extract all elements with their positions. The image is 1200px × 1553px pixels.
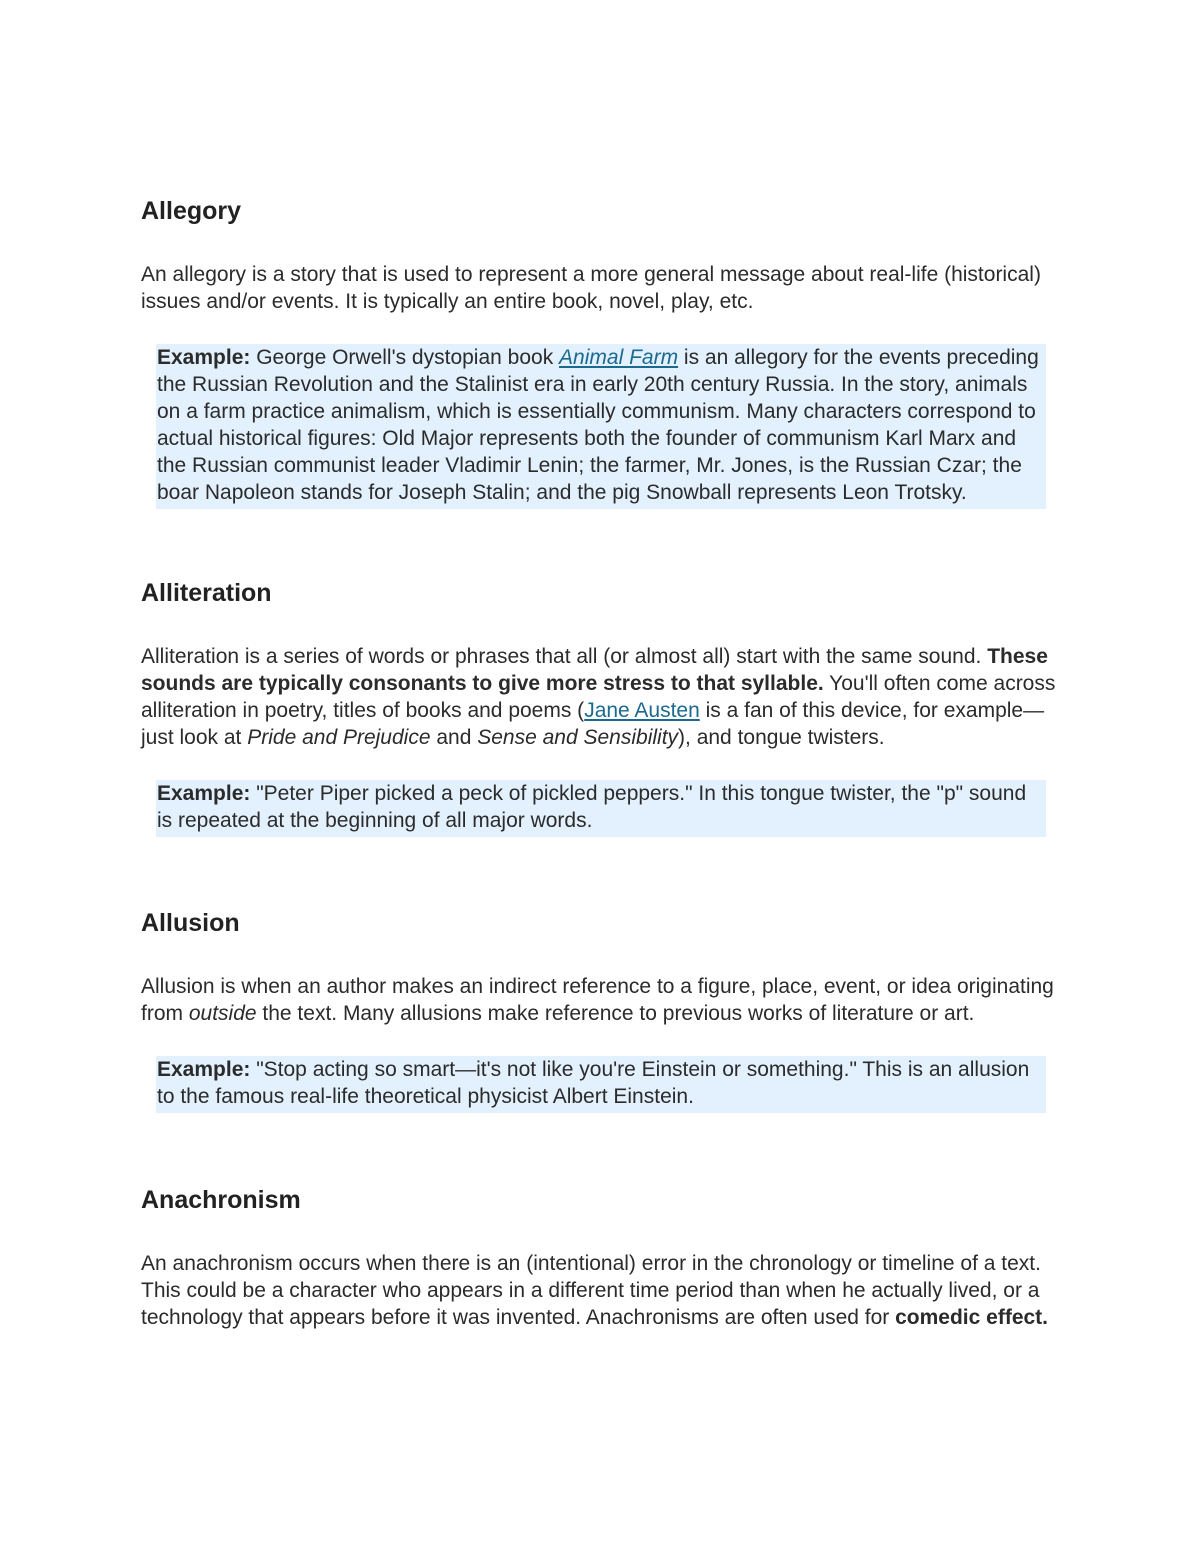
definition-text: You'll often come across alliteration in poetry, titles of books and poems ( [141,672,1056,722]
link-text: Animal Farm [559,346,679,369]
definition-allusion [141,973,1061,1027]
definition-text: Alliteration is a series of words or phrases that all (or almost all) start with the same sound. [141,645,988,668]
example-label: Example: [157,346,251,369]
definition-italic-text: Pride and Prejudice [247,726,431,749]
section-anachronism [141,1184,1061,1331]
example-text: is an allegory for the events preceding the Russian Revolution and the Stalinist era in early 20th century Russia. In the story, animals on a farm practice animalism, which is essentially communism. Many characters correspond to actual historical figures: Old Major represents both the founder of communism Karl Marx and the Russian communist leader Vladimir Lenin; the farmer, Mr. Jones, is the Russian Czar; the boar Napoleon stands for Joseph Stalin; and the pig Snowball represents Leon Trotsky. [157,346,1039,504]
example-text: George Orwell's dystopian book [250,346,560,369]
definition-bold-text: These sounds are typically consonants to give more stress to that syllable. [141,645,1048,695]
definition-text: and [430,726,478,749]
example-label: Example: [157,1058,251,1081]
definition-alliteration [141,643,1061,751]
term-heading-alliteration: Alliteration [141,579,272,607]
example-text: "Peter Piper picked a peck of pickled peppers." In this tongue twister, the "p" sound is repeated at the beginning of all major words. [157,782,1027,832]
link-animal-farm[interactable] [559,346,678,369]
section-allusion [141,907,1061,1113]
definition-text: is a fan of this device, for example—just look at [141,699,1045,749]
example-box-allusion [156,1056,1046,1113]
definition-text: ), and tongue twisters. [678,726,885,749]
section-allegory [141,195,1061,509]
term-heading-allusion: Allusion [141,909,240,937]
section-alliteration [141,577,1061,837]
document-page [141,195,1061,1360]
definition-text: Allusion is when an author makes an indirect reference to a figure, place, event, or idea originating from [141,975,1054,1025]
definition-anachronism [141,1250,1061,1331]
term-heading-allegory: Allegory [141,197,242,225]
example-box-alliteration [156,780,1046,837]
definition-italic-text: outside [188,1002,257,1025]
example-box-allegory [156,344,1046,509]
definition-text: An allegory is a story that is used to represent a more general message about real-life (historical) issues and/or events. It is typically an entire book, novel, play, etc. [141,263,1041,313]
example-label: Example: [157,782,251,805]
example-text: "Stop acting so smart—it's not like you're Einstein or something." This is an allusion to the famous real-life theoretical physicist Albert Einstein. [157,1058,1030,1108]
definition-text: An anachronism occurs when there is an (intentional) error in the chronology or timeline of a text. This could be a character who appears in a different time period than when he actually lived, or a technology that appears before it was invented. Anachronisms are often used for [141,1252,1041,1329]
definition-italic-text: Sense and Sensibility [477,726,679,749]
definition-allegory [141,261,1061,315]
definition-text: the text. Many allusions make reference to previous works of literature or art. [256,1002,975,1025]
link-jane-austen[interactable]: Jane Austen [584,699,700,722]
definition-bold-text: comedic effect. [895,1306,1049,1329]
term-heading-anachronism: Anachronism [141,1186,301,1214]
